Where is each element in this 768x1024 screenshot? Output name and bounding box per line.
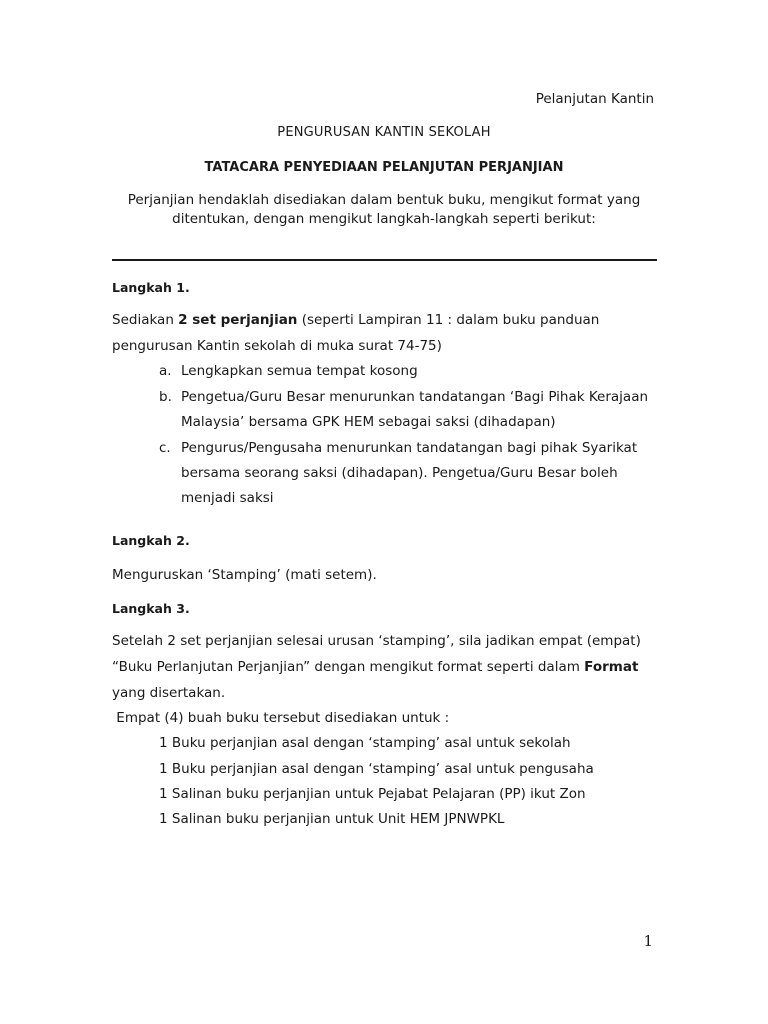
- intro-line-1: Perjanjian hendaklah disediakan dalam bentuk buku, mengikut format yang: [127, 192, 641, 208]
- step-1-text-cont: (seperti Lampiran 11 : dalam buku panduan: [297, 312, 600, 328]
- step-1-line-2: pengurusan Kantin sekolah di muka surat 74-75): [112, 338, 442, 354]
- step-3-heading: Langkah 3.: [112, 601, 190, 616]
- step-3-text: “Buku Perlanjutan Perjanjian” dengan mengikut format seperti dalam: [112, 659, 585, 675]
- document-title: TATACARA PENYEDIAAN PELANJUTAN PERJANJIAN: [204, 160, 564, 175]
- list-item-a: Lengkapkan semua tempat kosong: [181, 363, 418, 379]
- list-item-c-line-3: menjadi saksi: [181, 490, 274, 506]
- list-marker-a: a.: [159, 363, 172, 379]
- step-3-line-4: Empat (4) buah buku tersebut disediakan untuk :: [112, 710, 450, 726]
- step-2-heading: Langkah 2.: [112, 533, 190, 548]
- step-3-line-3: yang disertakan.: [112, 685, 226, 701]
- step-1-heading: Langkah 1.: [112, 280, 190, 295]
- horizontal-rule: [112, 259, 657, 261]
- book-item: 1 Salinan buku perjanjian untuk Pejabat Pelajaran (PP) ikut Zon: [159, 786, 586, 802]
- intro-paragraph: [0, 191, 768, 229]
- book-item: 1 Buku perjanjian asal dengan ‘stamping’ asal untuk pengusaha: [159, 761, 594, 777]
- step-2-text: Menguruskan ‘Stamping’ (mati setem).: [112, 567, 377, 583]
- step-3-bold-text: Format: [584, 659, 639, 675]
- list-marker-b: b.: [159, 389, 172, 405]
- book-item: 1 Salinan buku perjanjian untuk Unit HEM JPNWPKL: [159, 811, 505, 827]
- book-item: 1 Buku perjanjian asal dengan ‘stamping’ asal untuk sekolah: [159, 735, 571, 751]
- document-subtitle: PENGURUSAN KANTIN SEKOLAH: [277, 125, 491, 140]
- header-label: Pelanjutan Kantin: [535, 91, 654, 107]
- list-item-c-line-2: bersama seorang saksi (dihadapan). Pengetua/Guru Besar boleh: [181, 465, 618, 481]
- step-1-text: Sediakan: [112, 312, 179, 328]
- step-1-line-1: [112, 312, 599, 328]
- step-1-bold-text: 2 set perjanjian: [178, 312, 298, 328]
- list-marker-c: c.: [159, 440, 171, 456]
- intro-line-2: ditentukan, dengan mengikut langkah-langkah seperti berikut:: [172, 211, 596, 227]
- step-3-line-2: [112, 659, 638, 675]
- step-3-line-1: Setelah 2 set perjanjian selesai urusan ‘stamping’, sila jadikan empat (empat): [112, 633, 641, 649]
- list-item-b-line-2: Malaysia’ bersama GPK HEM sebagai saksi (dihadapan): [181, 414, 556, 430]
- list-item-b-line-1: Pengetua/Guru Besar menurunkan tandatangan ‘Bagi Pihak Kerajaan: [181, 389, 649, 405]
- page-number: 1: [643, 932, 653, 950]
- list-item-c-line-1: Pengurus/Pengusaha menurunkan tandatangan bagi pihak Syarikat: [181, 440, 638, 456]
